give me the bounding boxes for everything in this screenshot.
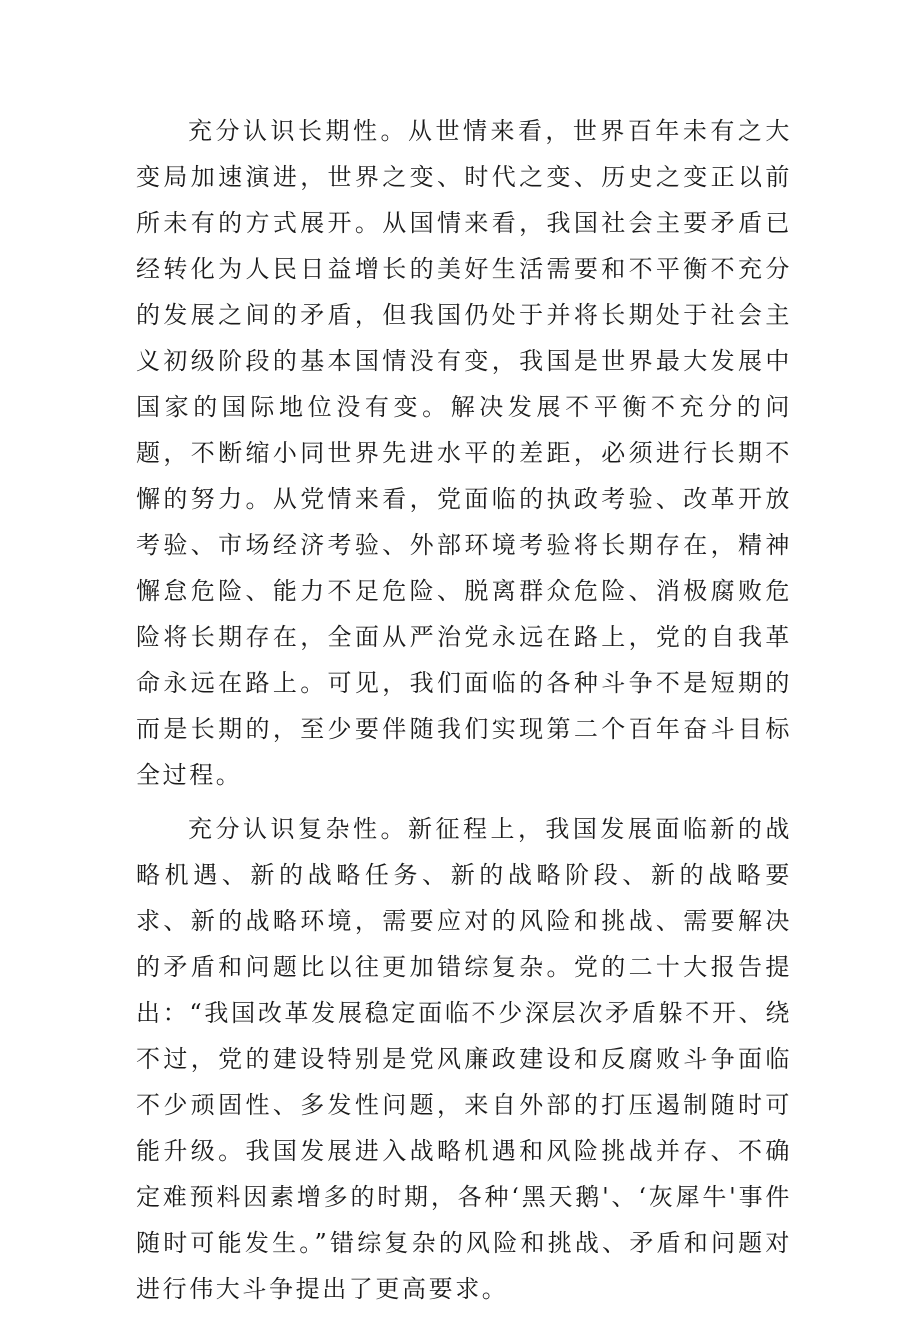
paragraph-complexity: 充分认识复杂性。新征程上，我国发展面临新的战略机遇、新的战略任务、新的战略阶段、新的战略要求、新的战略环境，需要应对的风险和挑战、需要解决的矛盾和问题比以往更加错综复杂。党的二十大报告提出：“我国改革发展稳定面临不少深层次矛盾躲不开、绕不过，党的建设特别是党风廉政建设和反腐败斗争面临不少顽固性、多发性问题，来自外部的打压遏制随时可能升级。我国发展进入战略机遇和风险挑战并存、不确定难预料因素增多的时期，各种‘黑天鹅'、‘灰犀牛'事件随时可能发生。”错综复杂的风险和挑战、矛盾和问题对进行伟大斗争提出了更高要求。 [136,815,792,1303]
document-body [136,108,792,1320]
paragraph-long-term: 充分认识长期性。从世情来看，世界百年未有之大变局加速演进，世界之变、时代之变、历史之变正以前所未有的方式展开。从国情来看，我国社会主要矛盾已经转化为人民日益增长的美好生活需要和不平衡不充分的发展之间的矛盾，但我国仍处于并将长期处于社会主义初级阶段的基本国情没有变，我国是世界最大发展中国家的国际地位没有变。解决发展不平衡不充分的问题，不断缩小同世界先进水平的差距，必须进行长期不懈的努力。从党情来看，党面临的执政考验、改革开放考验、市场经济考验、外部环境考验将长期存在，精神懈怠危险、能力不足危险、脱离群众危险、消极腐败危险将长期存在，全面从严治党永远在路上，党的自我革命永远在路上。可见，我们面临的各种斗争不是短期的而是长期的，至少要伴随我们实现第二个百年奋斗目标全过程。 [136,117,792,789]
